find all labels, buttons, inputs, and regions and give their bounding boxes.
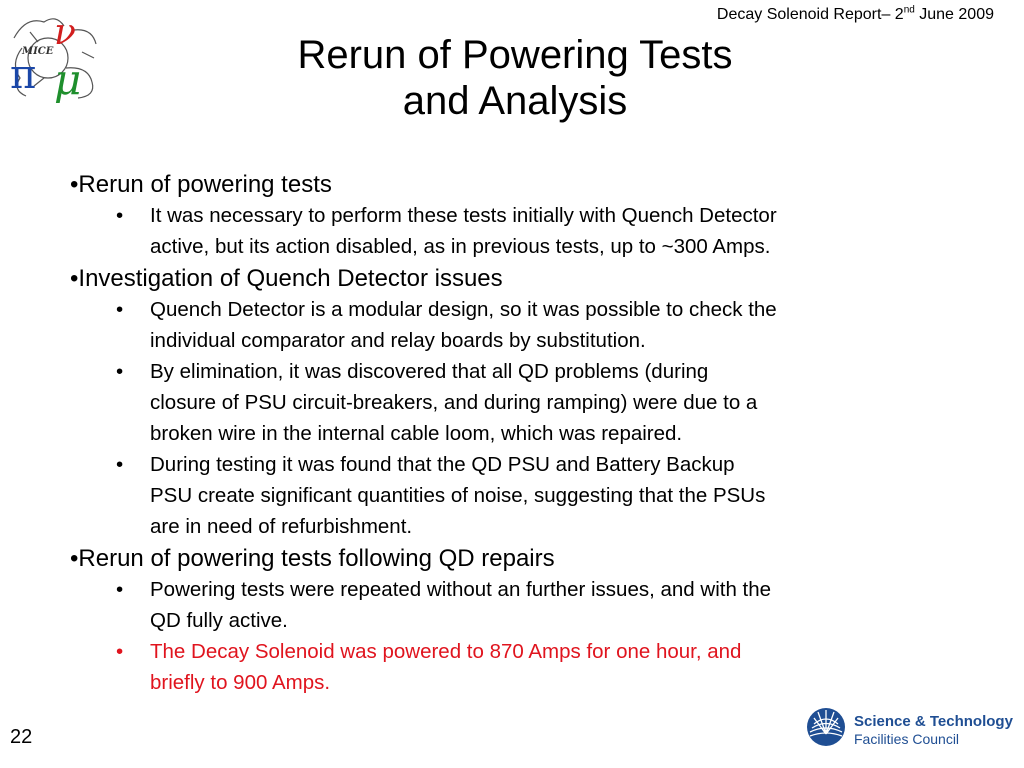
bullet-marker: • bbox=[116, 298, 124, 321]
stfc-emblem-icon bbox=[807, 708, 845, 746]
bullet-item bbox=[70, 449, 950, 542]
bullet-line: The Decay Solenoid was powered to 870 Amps for one hour, and bbox=[150, 640, 742, 663]
bullet-line: Quench Detector is a modular design, so it was possible to check the bbox=[150, 298, 777, 321]
bullet-line: It was necessary to perform these tests initially with Quench Detector bbox=[150, 204, 777, 227]
slide-number: 22 bbox=[10, 726, 33, 748]
bullet-line: By elimination, it was discovered that all QD problems (during bbox=[150, 360, 709, 383]
header-note-prefix: Decay Solenoid Report– 2 bbox=[716, 6, 904, 23]
bullet-line: closure of PSU circuit-breakers, and during ramping) were due to a bbox=[150, 391, 758, 414]
mice-logo-text: MICE bbox=[22, 46, 54, 57]
slide-title-line-1: Rerun of Powering Tests bbox=[297, 33, 733, 77]
bullet-item bbox=[70, 356, 950, 449]
bullet-item bbox=[70, 294, 950, 356]
bullet-line: PSU create significant quantities of noise, suggesting that the PSUs bbox=[150, 484, 766, 507]
section-heading-rerun-following-repairs: •Rerun of powering tests following QD repairs bbox=[70, 545, 555, 572]
slide-content bbox=[70, 168, 950, 698]
header-note-sup: nd bbox=[903, 4, 915, 16]
slide-title bbox=[230, 32, 800, 124]
nu-symbol: ν bbox=[54, 12, 76, 53]
bullet-line: During testing it was found that the QD PSU and Battery Backup bbox=[150, 453, 735, 476]
bullet-marker: • bbox=[116, 204, 124, 227]
bullet-line: QD fully active. bbox=[150, 609, 288, 632]
mice-logo bbox=[4, 8, 104, 104]
stfc-name-line-1: Science & Technology bbox=[854, 713, 1013, 730]
bullet-line: Powering tests were repeated without an further issues, and with the bbox=[150, 578, 772, 601]
bullet-item bbox=[70, 574, 950, 636]
bullet-marker: • bbox=[116, 640, 124, 663]
header-note bbox=[717, 6, 994, 24]
bullet-line: briefly to 900 Amps. bbox=[150, 671, 331, 694]
header-note-suffix: June 2009 bbox=[914, 6, 994, 23]
bullet-line: individual comparator and relay boards by substitution. bbox=[150, 329, 646, 352]
bullet-marker: • bbox=[116, 578, 124, 601]
section-heading-rerun: •Rerun of powering tests bbox=[70, 171, 332, 198]
bullet-item-highlight bbox=[70, 636, 950, 698]
bullet-item bbox=[70, 200, 950, 262]
stfc-name-line-2: Facilities Council bbox=[854, 731, 960, 747]
slide-title-line-2: and Analysis bbox=[402, 79, 628, 123]
bullet-marker: • bbox=[116, 360, 124, 383]
bullet-line: broken wire in the internal cable loom, which was repaired. bbox=[150, 422, 683, 445]
section-heading-investigation: •Investigation of Quench Detector issues bbox=[70, 265, 503, 292]
bullet-line: active, but its action disabled, as in previous tests, up to ~300 Amps. bbox=[150, 235, 771, 258]
mu-symbol: μ bbox=[54, 55, 82, 104]
bullet-line: are in need of refurbishment. bbox=[150, 515, 413, 538]
stfc-logo bbox=[804, 700, 1014, 754]
pi-symbol: π bbox=[10, 52, 37, 98]
bullet-marker: • bbox=[116, 453, 124, 476]
